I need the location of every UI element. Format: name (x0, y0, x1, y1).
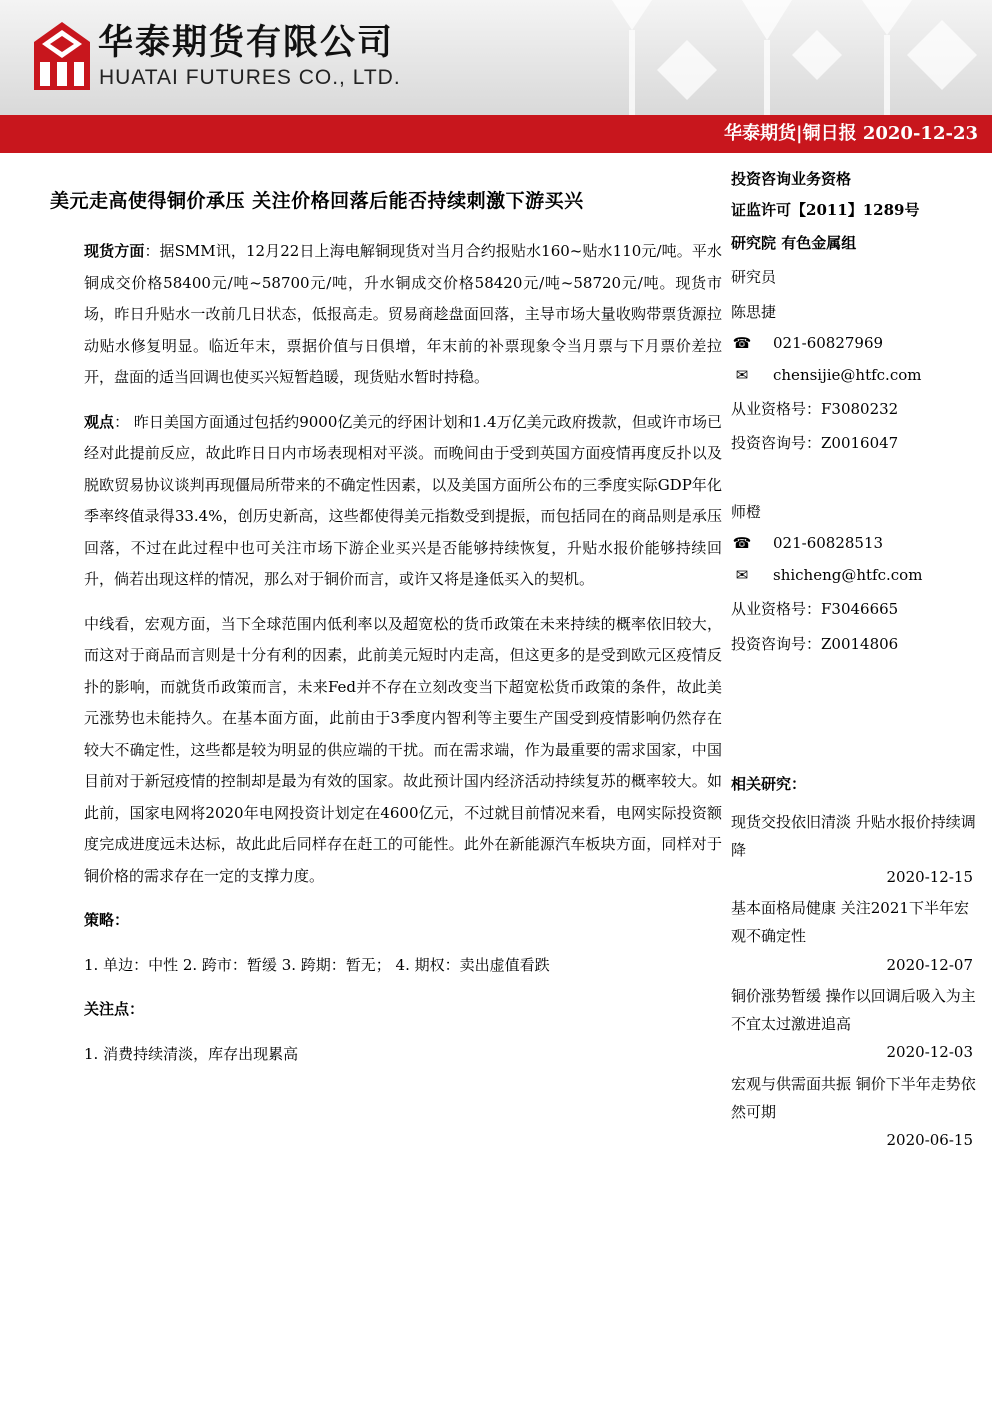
view-label: 观点 (84, 412, 115, 431)
paragraph-view (84, 407, 722, 596)
related-item-date: 2020-12-03 (886, 1043, 973, 1061)
related-label: 相关研究： (731, 775, 807, 793)
focus-text: 1. 消费持续清淡，库存出现累高 (84, 1044, 299, 1063)
analyst-advisory: 投资咨询号：Z0016047 (731, 434, 899, 452)
spot-label: 现货方面 (84, 242, 145, 260)
related-item-title[interactable]: 铜价涨势暂缓 操作以回调后吸入为主不宜太过激进追高 (731, 987, 976, 1033)
paragraph-spot (84, 236, 722, 394)
company-logo-icon (34, 22, 90, 90)
analyst-phone: 021-60827969 (773, 334, 884, 352)
qualification: 投资咨询业务资格 (731, 170, 852, 188)
related-item-title[interactable]: 基本面格局健康 关注2021下半年宏观不确定性 (731, 899, 969, 945)
report-banner (0, 115, 992, 153)
analyst-name: 陈思捷 (731, 303, 777, 321)
focus-label: 关注点： (84, 1000, 145, 1018)
report-line: 华泰期货|铜日报 2020-12-23 (724, 123, 978, 144)
analyst-email-row (731, 560, 922, 590)
view-text: ： 昨日美国方面通过包括约9000亿美元的纾困计划和1.4万亿美元政府拨款，但或许市场已经对此提前反应，故此昨日日内市场表现相对平淡。而晚间由于受到英国方面疫情再度反扑以及脱欧贸易协议谈判再现僵局所带来的不确定性因素，以及美国方面所公布的三季度实际GDP年化季率终值录得33.4%，创历史新高，这些都使得美元指数受到提振，而包括同在的商品则是承压回落，不过在此过程中也可关注市场下游企业买兴是否能够持续恢复，升贴水报价能够持续回升，倘若出现这样的情况，那么对于铜价而言，或许又将是逢低买入的契机。 (84, 412, 722, 588)
license: 证监许可【2011】1289号 (731, 201, 920, 219)
report-title: 美元走高使得铜价承压 关注价格回落后能否持续刺激下游买兴 (50, 190, 584, 212)
related-item-title[interactable]: 宏观与供需面共振 铜价下半年走势依然可期 (731, 1075, 976, 1121)
department: 研究院 有色金属组 (731, 234, 857, 252)
analyst-phone-row (731, 328, 883, 358)
phone-icon: ☎ (732, 334, 752, 352)
main-body (84, 236, 722, 1070)
analyst-phone: 021-60828513 (773, 534, 884, 552)
page-header (0, 0, 992, 115)
analyst-email[interactable]: shicheng@htfc.com (773, 566, 923, 584)
company-name-cn: 华泰期货有限公司 (98, 23, 395, 63)
analyst-phone-row (731, 528, 883, 558)
company-name-en: HUATAI FUTURES CO., LTD. (99, 66, 401, 89)
analyst-cert: 从业资格号：F3080232 (731, 400, 899, 418)
analyst-email[interactable]: chensijie@htfc.com (773, 366, 922, 384)
related-item-title[interactable]: 现货交投依旧清淡 升贴水报价持续调降 (731, 813, 976, 859)
related-item-date: 2020-06-15 (886, 1131, 973, 1149)
paragraph-midterm: 中线看，宏观方面，当下全球范围内低利率以及超宽松的货币政策在未来持续的概率依旧较大，而这对于商品而言则是十分有利的因素，此前美元短时内走高，但这更多的是受到欧元区疫情反扑的影响，而就货币政策而言，未来Fed并不存在立刻改变当下超宽松货币政策的条件，故此美元涨势也未能持久。在基本面方面，此前由于3季度内智利等主要生产国受到疫情影响仍然存在较大不确定性，这些都是较为明显的供应端的干扰。而在需求端，作为最重要的需求国家，中国目前对于新冠疫情的控制却是最为有效的国家。故此预计国内经济活动持续复苏的概率较大。如此前，国家电网将2020年电网投资计划定在4600亿元，不过就目前情况来看，电网实际投资额度完成进度远未达标，故此此后同样存在赶工的可能性。此外在新能源汽车板块方面，同样对于铜价格的需求存在一定的支撑力度。 (84, 614, 722, 885)
spot-text: ：据SMM讯，12月22日上海电解铜现货对当月合约报贴水160~贴水110元/吨。平水铜成交价格58400元/吨~58700元/吨，升水铜成交价格58420元/吨~58720元/吨。现货市场，昨日升贴水一改前几日状态，低报高走。贸易商趁盘面回落，主导市场大量收购带票货源拉动贴水修复明显。临近年末，票据价值与日俱增，年末前的补票现象令当月票与下月票价差拉开，盘面的适当回调也使买兴短暂趋暖，现货贴水暂时持稳。 (84, 242, 722, 386)
related-item-date: 2020-12-15 (886, 868, 973, 886)
analyst-cert: 从业资格号：F3046665 (731, 600, 899, 618)
strategy-text: 1. 单边：中性 2. 跨市：暂缓 3. 跨期：暂无； 4. 期权：卖出虚值看跌 (84, 955, 550, 974)
email-icon: ✉ (735, 566, 749, 584)
header-decoration (592, 0, 992, 115)
analyst-email-row (731, 360, 921, 390)
related-item-date: 2020-12-07 (886, 956, 973, 974)
strategy-label: 策略： (84, 911, 130, 929)
analyst-advisory: 投资咨询号：Z0014806 (731, 635, 899, 653)
researcher-label: 研究员 (731, 268, 777, 286)
email-icon: ✉ (735, 366, 749, 384)
phone-icon: ☎ (732, 534, 752, 552)
analyst-name: 师橙 (731, 503, 762, 521)
